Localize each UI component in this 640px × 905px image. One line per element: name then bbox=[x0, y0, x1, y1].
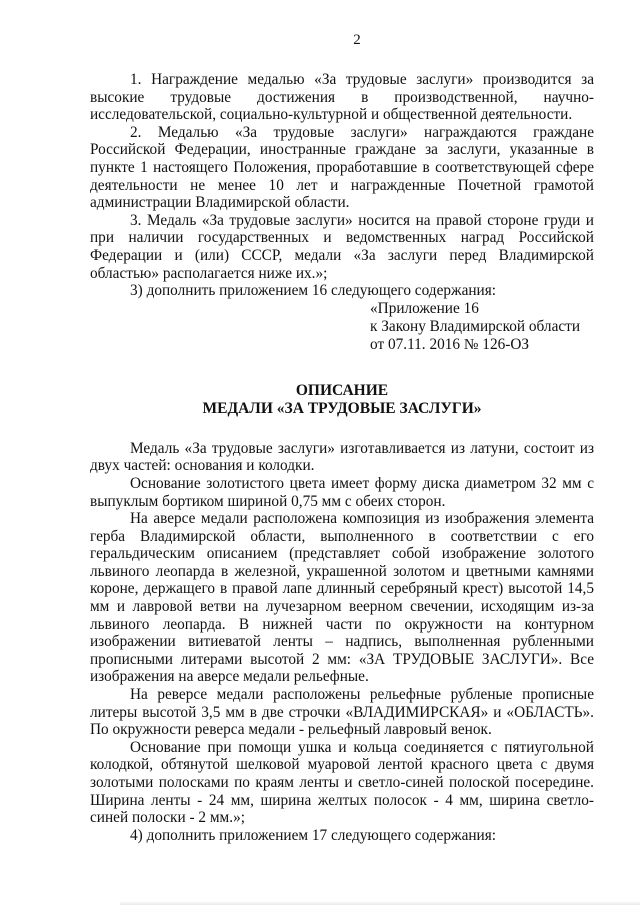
appendix-reference-title: «Приложение 16 bbox=[370, 299, 479, 317]
paragraph-medal-reverse: На реверсе медали расположены рельефные рубленые прописные литеры высотой 3,5 мм в две строчки «ВЛАДИМИРСКАЯ» и «ОБЛАСТЬ». По окружности реверса медали - рельефный лавровый венок. bbox=[90, 686, 594, 739]
appendix-reference-date: от 07.11. 2016 № 126-ОЗ bbox=[370, 335, 530, 353]
page-bottom-edge bbox=[120, 901, 640, 905]
paragraph-award-basis: 1. Награждение медалью «За трудовые заслуги» производится за высокие трудовые достижения в производственной, научно-исследовательской, социально-культурной и общественной деятельности. bbox=[90, 71, 594, 124]
appendix-reference bbox=[370, 300, 594, 354]
paragraph-medal-ribbon: Основание при помощи ушка и кольца соединяется с пятиугольной колодкой, обтянутой шелковой муаровой лентой красного цвета с двумя золотыми полосками по краям ленты и светло-синей полоской посередине. Ширина ленты - 24 мм, ширина желтых полосок - 4 мм, ширина светло-синей полоски - 2 мм.»; bbox=[90, 738, 594, 827]
paragraph-add-appendix-17: 4) дополнить приложением 17 следующего содержания: bbox=[130, 826, 497, 844]
heading-line-medal: МЕДАЛИ «ЗА ТРУДОВЫЕ ЗАСЛУГИ» bbox=[202, 399, 482, 417]
paragraph-medal-base: Основание золотистого цвета имеет форму диска диаметром 32 мм с выпуклым бортиком шириной 0,75 мм с обеих сторон. bbox=[90, 474, 594, 510]
paragraph-wearing-rules: 3. Медаль «За трудовые заслуги» носится на правой стороне груди и при наличии государственных и ведомственных наград Российской Федерации и (или) СССР, медали «За заслуги перед Владимирской областью» располагается ниже их.»; bbox=[90, 211, 594, 282]
paragraph-award-recipients: 2. Медалью «За трудовые заслуги» награждаются граждане Российской Федерации, иностранные граждане за заслуги, указанные в пункте 1 настоящего Положения, проработавшие в соответствующей сфере деятельности не менее 10 лет и награжденные Почетной грамотой администрации Владимирской области. bbox=[90, 123, 594, 212]
heading-line-description: ОПИСАНИЕ bbox=[295, 381, 389, 399]
section-heading bbox=[90, 382, 594, 418]
paragraph-medal-material: Медаль «За трудовые заслуги» изготавливается из латуни, состоит из двух частей: основания и колодки. bbox=[90, 439, 594, 475]
paragraph-add-appendix-16: 3) дополнить приложением 16 следующего содержания: bbox=[130, 282, 497, 300]
page-number: 2 bbox=[353, 32, 361, 48]
appendix-reference-law: к Закону Владимирской области bbox=[370, 317, 581, 335]
paragraph-medal-obverse: На аверсе медали расположена композиция из изображения элемента герба Владимирской области, выполненного в соответствии с его геральдическим описанием (представляет собой изображение золотого львиного леопарда в железной, украшенной золотом и цветными камнями короне, держащего в правой лапе длинный серебряный крест) высотой 14,5 мм и лавровой ветви на лучезарном веерном свечении, исходящим из-за львиного леопарда. В нижней части по окружности на контурном изображении витиеватой ленты – надпись, выполненная рубленными прописными литерами высотой 2 мм: «ЗА ТРУДОВЫЕ ЗАСЛУГИ». Все изображения на аверсе медали рельефные. bbox=[90, 510, 594, 686]
